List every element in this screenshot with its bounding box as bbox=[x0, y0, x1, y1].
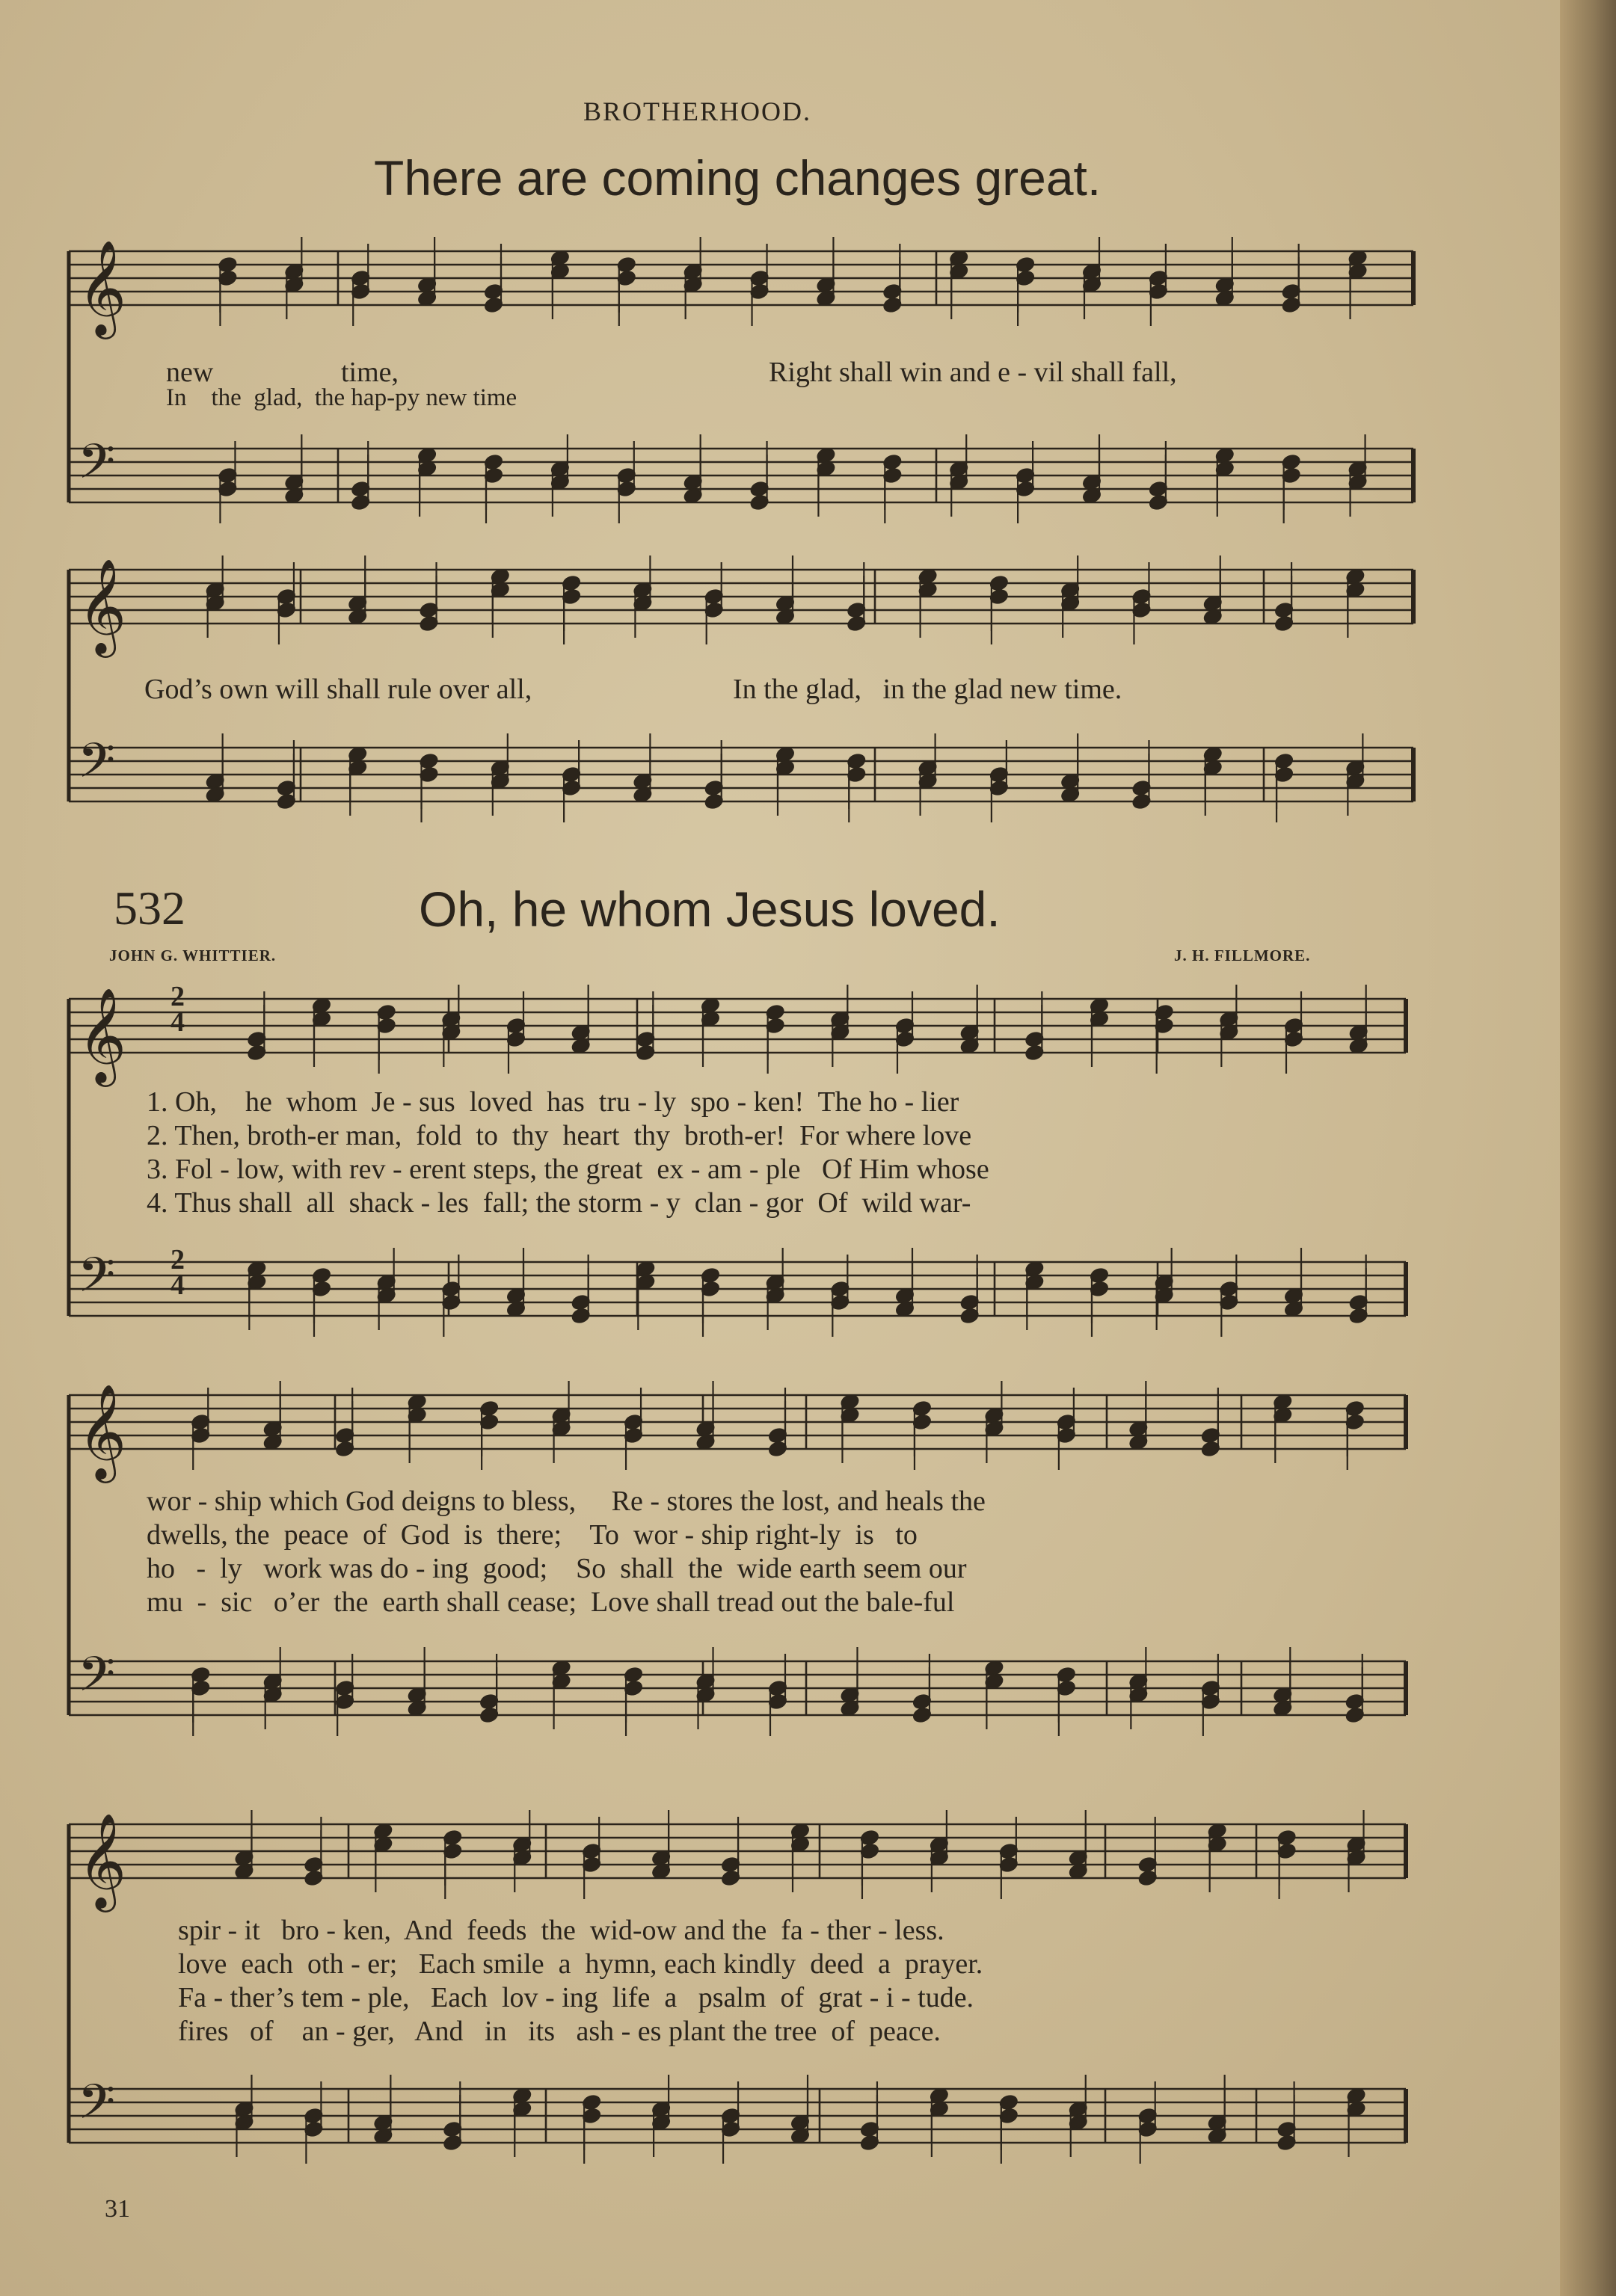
time-signature-bass bbox=[170, 1244, 185, 1301]
hymn-title: Oh, he whom Jesus loved. bbox=[419, 881, 1001, 937]
composer-credit: J. H. FILLMORE. bbox=[1174, 947, 1311, 964]
verse-2-line: dwells, the peace of God is there; To wor - ship right-ly is to bbox=[147, 1519, 918, 1551]
treble-clef-icon: 𝄞 bbox=[78, 1812, 127, 1908]
verse-1-line: 1. Oh, he whom Je - sus loved has tru - ly spo - ken! The ho - lier bbox=[147, 1086, 959, 1118]
time-signature-treble bbox=[170, 981, 185, 1038]
book-spine bbox=[1560, 0, 1616, 2296]
hymn-number: 532 bbox=[114, 881, 185, 935]
lyric-echo-line: In the glad, the hap-py new time bbox=[166, 384, 517, 411]
page-number: 31 bbox=[105, 2195, 130, 2223]
time-signature-bottom: 4 bbox=[170, 1269, 185, 1301]
verse-2-line: love each oth - er; Each smile a hymn, each kindly deed a prayer. bbox=[178, 1948, 983, 1980]
treble-clef-icon: 𝄞 bbox=[78, 987, 127, 1083]
previous-hymn-title: There are coming changes great. bbox=[374, 150, 1102, 206]
verse-1-line: wor - ship which God deigns to bless, Re - stores the lost, and heals the bbox=[147, 1486, 986, 1517]
verse-1-line: spir - it bro - ken, And feeds the wid-ow and the fa - ther - less. bbox=[178, 1915, 944, 1946]
lyric-word: new bbox=[166, 357, 214, 388]
bass-clef-icon: 𝄢 bbox=[78, 434, 116, 502]
lyric-word: time, bbox=[341, 357, 399, 388]
verse-4-line: mu - sic o’er the earth shall cease; Love shall tread out the bale-ful bbox=[147, 1586, 955, 1618]
section-heading: BROTHERHOOD. bbox=[583, 96, 812, 126]
treble-clef-icon: 𝄞 bbox=[78, 1383, 127, 1479]
time-signature-bottom: 4 bbox=[170, 1006, 185, 1038]
verse-4-line: 4. Thus shall all shack - les fall; the storm - y clan - gor Of wild war- bbox=[147, 1187, 971, 1219]
lyric-line: In the glad, in the glad new time. bbox=[733, 674, 1122, 705]
verse-3-line: 3. Fol - low, with rev - erent steps, the great ex - am - ple Of Him whose bbox=[147, 1154, 989, 1185]
verse-4-line: fires of an - ger, And in its ash - es plant the tree of peace. bbox=[178, 2016, 941, 2047]
lyric-line: God’s own will shall rule over all, bbox=[144, 674, 532, 705]
verse-2-line: 2. Then, broth-er man, fold to thy heart thy broth-er! For where love bbox=[147, 1120, 972, 1151]
treble-clef-icon: 𝄞 bbox=[78, 239, 127, 335]
bass-clef-icon: 𝄢 bbox=[78, 2075, 116, 2142]
time-signature-top: 2 bbox=[170, 981, 185, 1012]
bass-clef-icon: 𝄢 bbox=[78, 733, 116, 801]
treble-clef-icon: 𝄞 bbox=[78, 558, 127, 653]
verse-3-line: ho - ly work was do - ing good; So shall the wide earth seem our bbox=[147, 1553, 967, 1584]
bass-clef-icon: 𝄢 bbox=[78, 1647, 116, 1714]
verse-3-line: Fa - ther’s tem - ple, Each lov - ing life a psalm of grat - i - tude. bbox=[178, 1982, 974, 2013]
lyric-line: Right shall win and e - vil shall fall, bbox=[769, 357, 1177, 388]
bass-clef-icon: 𝄢 bbox=[78, 1248, 116, 1315]
author-credit: JOHN G. WHITTIER. bbox=[109, 947, 277, 964]
time-signature-top: 2 bbox=[170, 1244, 185, 1275]
